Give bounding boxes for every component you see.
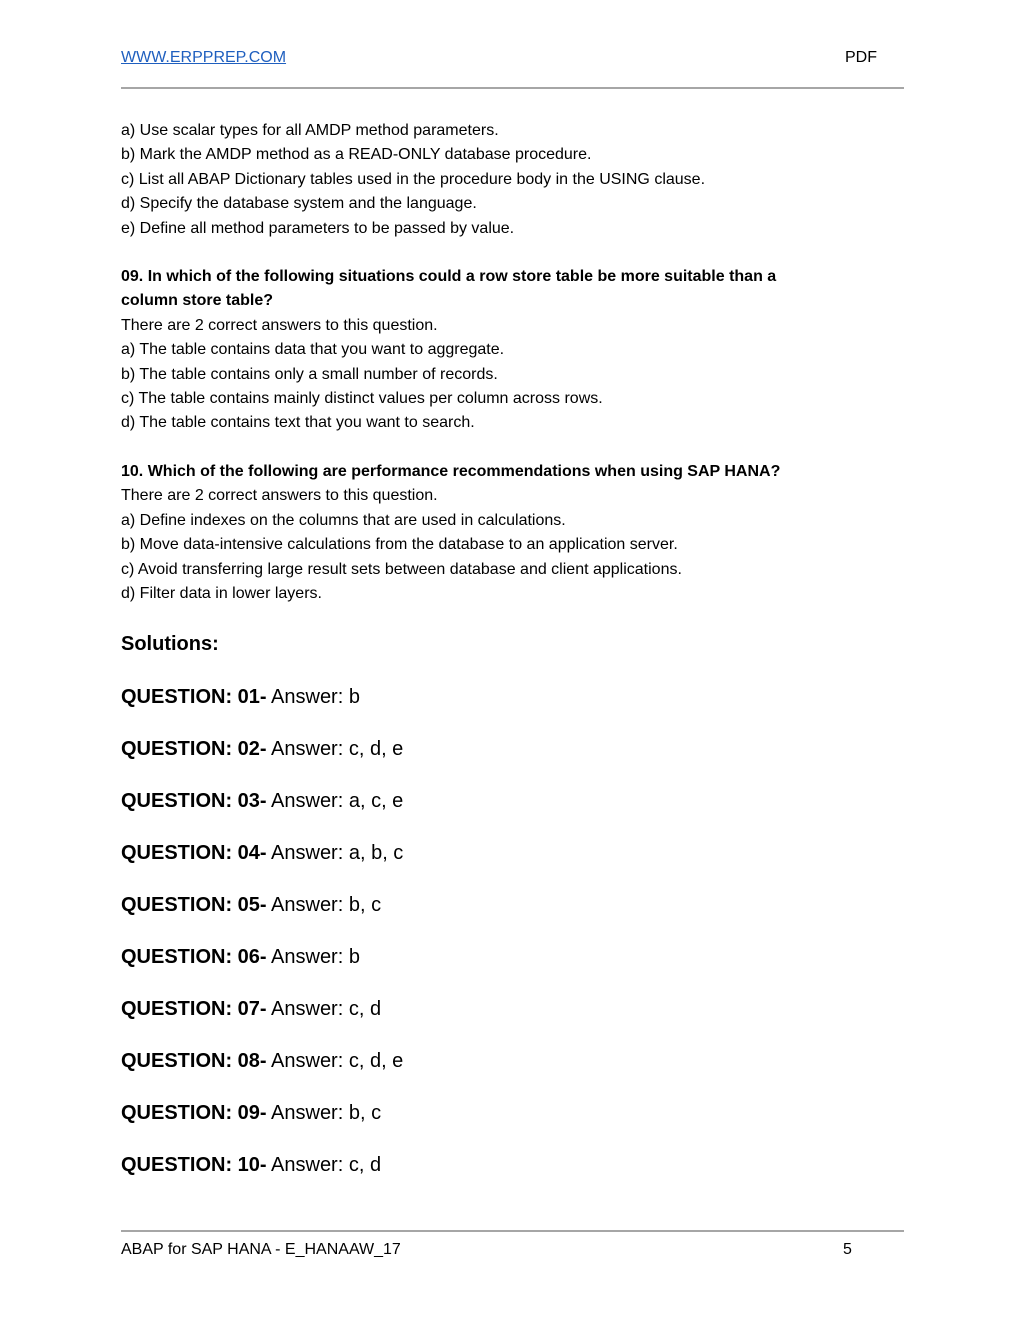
answer-question-label: QUESTION: 04-: [121, 842, 267, 864]
solutions-heading: Solutions:: [121, 633, 219, 655]
answer-row: [121, 737, 904, 789]
answer-question-label: QUESTION: 06-: [121, 946, 267, 968]
answer-list: [121, 685, 904, 1205]
q10-title: 10. Which of the following are performance recommendations when using SAP HANA?: [121, 462, 781, 480]
header-format-label: PDF: [845, 49, 877, 66]
answer-row: [121, 997, 904, 1049]
answer-question-label: QUESTION: 08-: [121, 1050, 267, 1072]
answer-row: [121, 1049, 904, 1101]
answer-value: Answer: a, b, c: [266, 842, 404, 864]
spacer: [121, 436, 904, 460]
answer-row: [121, 1101, 904, 1153]
q10-option-d: d) Filter data in lower layers.: [121, 584, 322, 602]
answer-value: Answer: b: [266, 686, 360, 708]
answer-row: [121, 893, 904, 945]
q09-option-c: c) The table contains mainly distinct values per column across rows.: [121, 390, 603, 408]
q10-option-a: a) Define indexes on the columns that are used in calculations.: [121, 511, 566, 529]
answer-question-label: QUESTION: 03-: [121, 790, 267, 812]
answer-value: Answer: c, d, e: [266, 1050, 404, 1072]
answer-row: [121, 945, 904, 997]
q09-option-b: b) The table contains only a small number of records.: [121, 365, 498, 383]
answer-value: Answer: c, d: [266, 1154, 382, 1176]
q08-option-c: c) List all ABAP Dictionary tables used in the procedure body in the USING clause.: [121, 170, 706, 188]
site-link[interactable]: WWW.ERPPREP.COM: [121, 49, 287, 66]
answer-row: [121, 841, 904, 893]
q09-option-a: a) The table contains data that you want to aggregate.: [121, 341, 505, 359]
q08-option-a: a) Use scalar types for all AMDP method parameters.: [121, 122, 499, 139]
footer-doc-title: ABAP for SAP HANA - E_HANAAW_17: [121, 1241, 401, 1258]
answer-value: Answer: b, c: [266, 1102, 382, 1124]
q10-option-c: c) Avoid transferring large result sets between database and client applications.: [121, 560, 682, 578]
page-number: 5: [843, 1241, 852, 1258]
q09-title-line1: 09. In which of the following situations could a row store table be more suitable than a: [121, 268, 777, 286]
answer-question-label: QUESTION: 09-: [121, 1102, 267, 1124]
q10-option-b: b) Move data-intensive calculations from the database to an application server.: [121, 536, 678, 554]
answer-value: Answer: c, d: [266, 998, 382, 1020]
answer-question-label: QUESTION: 05-: [121, 894, 267, 916]
answer-question-label: QUESTION: 01-: [121, 686, 267, 708]
header-divider: [121, 87, 904, 89]
answer-row: [121, 789, 904, 841]
answer-question-label: QUESTION: 10-: [121, 1154, 267, 1176]
answer-question-label: QUESTION: 07-: [121, 998, 267, 1020]
q08-option-d: d) Specify the database system and the language.: [121, 195, 477, 213]
answer-row: [121, 685, 904, 737]
answer-question-label: QUESTION: 02-: [121, 738, 267, 760]
answer-value: Answer: b: [266, 946, 360, 968]
q09-option-d: d) The table contains text that you want to search.: [121, 414, 475, 432]
q10-note: There are 2 correct answers to this question.: [121, 487, 438, 505]
answer-value: Answer: c, d, e: [266, 738, 404, 760]
answer-value: Answer: b, c: [266, 894, 382, 916]
answer-value: Answer: a, c, e: [266, 790, 404, 812]
spacer: [121, 241, 904, 265]
q08-option-e: e) Define all method parameters to be passed by value.: [121, 219, 515, 237]
answer-row: [121, 1153, 904, 1205]
q09-note: There are 2 correct answers to this question.: [121, 316, 438, 334]
q08-option-b: b) Mark the AMDP method as a READ-ONLY database procedure.: [121, 146, 592, 164]
footer-divider: [121, 1230, 904, 1232]
q09-title-line2: column store table?: [121, 292, 274, 310]
question-content: [121, 119, 904, 606]
